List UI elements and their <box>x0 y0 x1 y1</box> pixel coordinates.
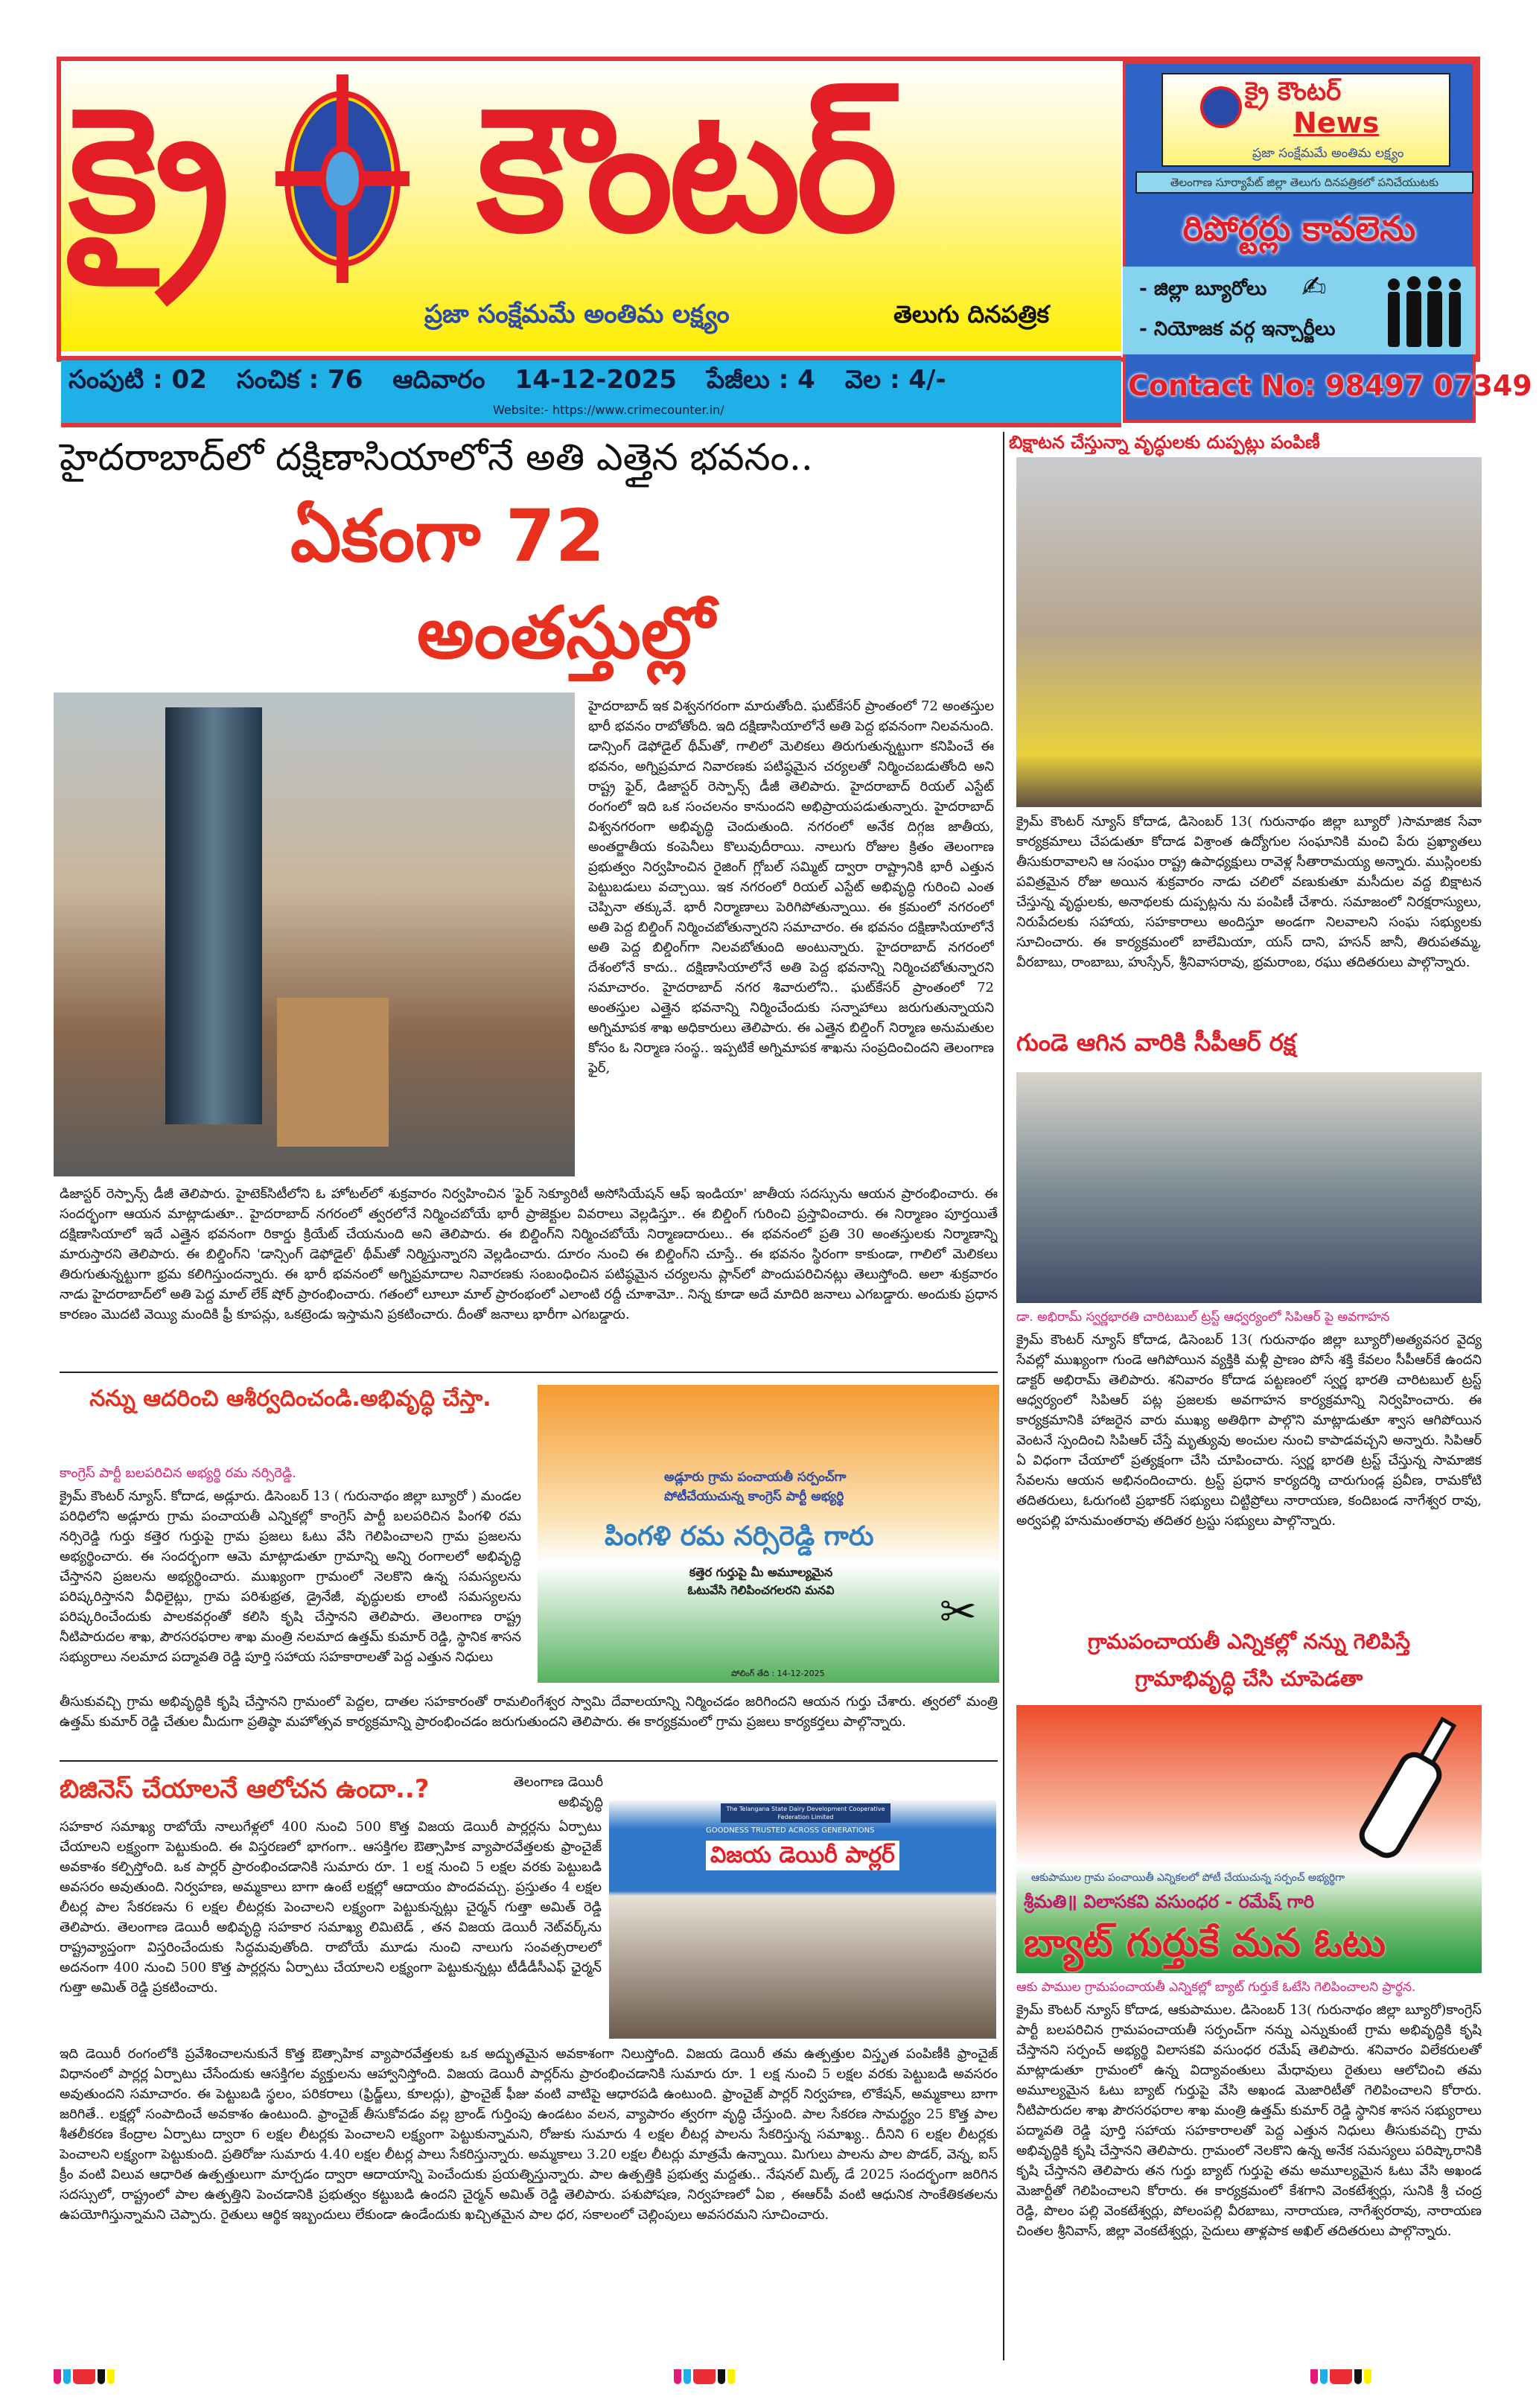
volume: సంపుటి : 02 <box>68 365 207 395</box>
pages: పేజీలు : 4 <box>707 365 815 395</box>
ad-roles <box>1123 267 1476 354</box>
website-link[interactable]: Website:- https://www.crimecounter.in/ <box>493 403 724 417</box>
vijaya-dairy-parlour-photo <box>609 1800 996 2039</box>
dairy-signboard: విజయ డెయిరీ పార్లర్ <box>706 1841 899 1870</box>
tagline: ప్రజా సంక్షేమమే అంతిమ లక్ష్యం <box>424 299 730 329</box>
logo-counter: కౌంటర్ <box>477 71 893 270</box>
beggar-headline: బిక్షాటన చేస్తున్నా వృద్ధులకు దుప్పట్లు పంపిణీ <box>1009 432 1320 453</box>
lead-title-line1: ఏకంగా 72 <box>290 494 605 578</box>
gp-headline-line2: గ్రామాభివృద్ధి చేసి చూపెడతా <box>1135 1666 1363 1691</box>
cmyk-marks-right <box>1310 2369 1371 2384</box>
cmyk-marks-center <box>674 2369 735 2384</box>
people-silhouette-icon <box>1383 275 1465 347</box>
gp-caption: ఆకు పాముల గ్రామపంచాయతీ ఎన్నికల్లో బ్యాట్ గుర్తుకే ఓటేసి గెలిపించాలని ప్రార్థన. <box>1016 1980 1416 1995</box>
ad-heading: రిపోర్టర్లు కావలెను <box>1182 208 1416 249</box>
lead-body-column: హైదరాబాద్ ఇక విశ్వనగరంగా మారుతోంది. ఘట్‌కేసర్ ప్రాంతంలో 72 అంతస్తుల భారీ భవనం రాబోతోంది. ఇది దక్షిణాసియాలోనే అతి పెద్ద భవనంగా నిలవనుంది. డాన్సింగ్ డెఫోడైల్ థీమ్‌తో, గాలిలో మెలికలు తిరుగుతున్నట్టుగా కనిపించే ఈ భవనం, అగ్నిప్రమాద నివారణకు పటిష్ఠమైన చర్యలతో నిర్మించబడుతోంది అని రాష్ట్ర ఫైర్, డిజాస్టర్ రెస్పాన్స్ డీజీ తెలిపారు. హైదరాబాద్ రియల్ ఎస్టేట్ రంగంలో ఇది ఒక సంచలనం కానుందని అభిప్రాయపడుతున్నారు. హైదరాబాద్ విశ్వనగరంగా అభివృద్ధి చెందుతుంది. నగరంలో అనేక దిగ్గజ జాతీయ, అంతర్జాతీయ కంపెనీలు కొలువుదీరాయి. నాలుగు రోజుల క్రితం తెలంగాణ ప్రభుత్వం నిర్వహించిన రైజింగ్ గ్లోబల్ సమ్మిట్ ద్వారా రాష్ట్రానికి భారీ ఎత్తున పెట్టుబడులు వచ్చాయి. ఇక నగరంలో రియల్ ఎస్టేట్ అభివృద్ధి గురించి ఎంత చెప్పినా తక్కువే. భారీ నిర్మాణాలు పెరిగిపోతున్నాయి. ఈ క్రమంలో నగరంలో అతి పెద్ద బిల్డింగ్ నిర్మించబోతున్నారని సమాచారం. ఈ భవనం దక్షిణాసియాలోనే అతి పెద్ద బిల్డింగ్‌గా నిలవబోతుంది అంటున్నారు. హైదరాబాద్ నగరంలో దేశంలోనే కాదు.. దక్షిణాసియాలోనే అతి పెద్ద భవనాన్ని నిర్మించబోతున్నారని సమాచారం. హైదరాబాద్ నగర శివారులోని.. ఘట్‌కేసర్ ప్రాంతంలో 72 అంతస్తుల ఎత్తైన భవనాన్ని నిర్మించేందుకు సన్నాహాలు జరుగుతున్నాయని అగ్నిమాపక శాఖ అధికారులు తెలిపారు. ఈ ఎత్తైన బిల్డింగ్ నిర్మాణ అనుమతుల కోసం ఓ నిర్మాణ సంస్థ.. ఇప్పటికే అగ్నిమాపక శాఖను సంప్రదించిందని తెలంగాణ ఫైర్, <box>588 698 994 1076</box>
bat-banner-name: శ్రీమతి॥ విలాసకవి వసుంధర - రమేష్ గారి <box>1024 1891 1314 1912</box>
police-officer-photo <box>1016 457 1482 807</box>
beggar-body: క్రైమ్ కౌంటర్ న్యూస్ కోదాడ, డిసెంబర్ 13( గురునాథం జిల్లా బ్యూరో )సామాజిక సేవా కార్యక్రమాలు చేపడుతూ కోదాడ విశ్రాంత ఉద్యోగుల సంఘానికి మంచి పేరు ప్రఖ్యాతలు తీసుకురావాలని ఆ సంఘం రాష్ట్ర ఉపాధ్యక్షులు రావెళ్ల సీతారామయ్య అన్నారు. ముస్లింలకు పవిత్రమైన రోజు అయిన శుక్రవారం నాడు చలిలో వణుకుతూ మసీదుల వద్ద బిక్షాటన చేస్తున్న వృద్ధులకు, అనాథలకు దుప్పట్లను ను పంపిణీ చేశారు. సమాజంలో నిరక్షరాస్యులు, నిరుపేదలకు సహాయ, సహకారాలు అందిస్తూ అండగా నిలవాలని సంఘ సభ్యులకు సూచించారు. ఈ కార్యక్రమంలో బాలేమియా, యస్ దాని, హసన్ జానీ, తిరుపతమ్మ, వీరబాబు, రాంబాబు, హుస్సేన్, శ్రీనివాసరావు, భ్రమరాంబ, రఘు తదితరులు పాల్గొన్నారు. <box>1016 814 1482 970</box>
ad-logo-title: క్రై కౌంటర్ <box>1245 77 1342 106</box>
congress-subhead: కాంగ్రెస్ పార్టీ బలపరిచిన అభ్యర్థి రమ నర్సిరెడ్డి. <box>60 1465 296 1481</box>
cpr-caption: డా. అభిరామ్ స్వర్ణభారతి చారిటబుల్ ట్రస్ట్ ఆధ్వర్యంలో సిపిఆర్ పై అవగాహన <box>1016 1310 1390 1325</box>
bat-symbol-banner <box>1016 1705 1482 1973</box>
section-divider <box>60 1372 998 1373</box>
column-divider <box>1003 432 1004 2360</box>
dairy-body: సహకార సమాఖ్య రాబోయే నాలుగేళ్లలో 400 నుంచి 500 కొత్త విజయ డెయిరీ పార్లర్లను ఏర్పాటు చేయాలని లక్ష్యంగా పెట్టుకుంది. ఈ విస్తరణలో భాగంగా.. ఆసక్తిగల ఔత్సాహిక వ్యాపారవేత్తలకు ఫ్రాంచైజ్ అవకాశం కల్పిస్తోంది. ఒక పార్లర్ ప్రారంభించడానికి సుమారు రూ. 1 లక్ష నుంచి 5 లక్షల వరకు పెట్టుబడి అవసరం అవుతుంది. నిర్వహణ, అమ్మకాలు బాగా ఉంటే లక్షల్లో ఆదాయం పొందవచ్చు. ప్రస్తుతం 4 లక్షల లీటర్ల పాల సేకరణను 6 లక్షల లీటర్లకు పెంచాలని లక్ష్యంగా పెట్టుకున్నట్లు చైర్మన్ గుత్తా అమిత్ రెడ్డి తెలిపారు. తెలంగాణ డెయిరీ అభివృద్ధి సహకార సమాఖ్య లిమిటెడ్ , తన విజయ డెయిరీ నెట్‌వర్క్‌ను రాష్ట్రవ్యాప్తంగా విస్తరించేందుకు సిద్ధమవుతోంది. రాబోయే మూడు నుంచి నాలుగు సంవత్సరాలలో అదనంగా 400 నుంచి 500 కొత్త పార్లర్లను ఏర్పాటు చేయాలని లక్ష్యంగా పెట్టుకున్నట్లు టీడీడీసీఎఫ్ ఛైర్మన్ గుత్తా అమిత్ రెడ్డి ప్రకటించారు. <box>60 1819 602 1995</box>
pen-hand-icon: ✍ <box>1301 270 1327 305</box>
banner-polling-date: పోలింగ్ తేది : 14-12-2025 <box>731 1669 825 1678</box>
banner-line1: అడ్లూరు గ్రామ పంచాయతీ సర్పంచ్‌గా <box>664 1470 847 1485</box>
gp-headline <box>1016 1623 1482 1698</box>
lead-title-line2: అంతస్తుల్లో <box>417 591 715 675</box>
scissors-icon: ✂ <box>939 1586 977 1638</box>
dairy-tagline: GOODNESS TRUSTED ACROSS GENERATIONS <box>706 1826 875 1835</box>
cmyk-marks-left <box>54 2369 115 2384</box>
section-divider <box>60 1760 998 1762</box>
ad-logo-news: News <box>1293 106 1380 139</box>
lead-body-wide: డిజాస్టర్ రెస్పాన్స్ డీజీ తెలిపారు. హైటెక్‌సిటీలోని ఓ హోటల్‌లో శుక్రవారం నిర్వహించిన 'ఫైర్ సెక్యూరిటీ అసోసియేషన్ ఆఫ్ ఇండియా' జాతీయ సదస్సును ఆయన ప్రారంభించారు. ఈ సందర్భంగా ఆయన మాట్లాడుతూ.. హైదరాబాద్ నగరంలో త్వరలోనే నిర్మించబోయే భారీ ప్రాజెక్టుల వివరాలు వెల్లడిస్తూ.. ఈ బిల్డింగ్ గురించి ప్రస్తావించారు. ఈ నిర్మాణం పూర్తయితే దక్షిణాసియాలో ఇదే ఎత్తైన భవనంగా రికార్డు క్రియేట్ చేయనుంది అని తెలిపారు. ఈ బిల్డింగ్‌ని నిర్మించబోయే నిర్మాణదారులు.. ఈ భవనంలో ప్రతి 30 అంతస్తులకు నిర్మాణాన్ని మారుస్తారని తెలిపారు. ఈ బిల్డింగ్‌ని 'డాన్సింగ్ డెఫోడైల్' థీమ్‌తో నిర్మిస్తున్నారని వెల్లడించారు. దూరం నుంచి ఈ బిల్డింగ్‌ని చూస్తే.. ఈ భవనం స్థిరంగా కాకుండా, గాలిలో మెలికలు తిరుగుతున్నట్టుగా భ్రమ కలిగిస్తుందన్నారు. ఈ భారీ భవనంలో అగ్నిప్రమాదాల నివారణకు సంబంధించిన పటిష్ఠమైన చర్యలను ప్లాన్‌లో పొందుపరిచినట్లు తెలుస్తోంది. అలా శుక్రవారం నాడు హైదరాబాద్‌లో అతి పెద్ద మాల్ లేక్ షోర్ ప్రారంభించారు. గతంలో లూలూ మాల్ ప్రారంభంలో ఎలాంటి రద్దీ చూశామో.. నిన్న కూడా అదే మాదిరి జనాలు ఎగబడ్డారు. అందుకు ప్రధాన కారణం మొదటి వెయ్యి మందికి ఫ్రీ కూపన్లు, ఒకట్రెండు ఇస్తామని ప్రకటించారు. దీంతో జనాలు భారీగా ఎగబడ్డారు. <box>60 1186 998 1322</box>
ad-logo <box>1162 73 1450 167</box>
ad-logo-tagline: ప్రజా సంక్షేమమే అంతిమ లక్ష్యం <box>1252 146 1404 161</box>
banner-line2: పోటీచేయుచున్న కాంగ్రెస్ పార్టీ అభ్యర్థి <box>664 1489 844 1504</box>
hyderabad-skyline-photo <box>54 692 575 1176</box>
price: వెల : 4/- <box>844 365 946 395</box>
cpr-headline: గుండె ఆగిన వారికి సీపీఆర్ రక్ష <box>1016 1028 1296 1057</box>
day: ఆదివారం <box>392 365 485 395</box>
ad-strip: తెలంగాణ సూర్యాపేట్ జిల్లా తెలుగు దినపత్రికలో పనిచేయుటకు <box>1135 171 1473 194</box>
cricket-bat-icon <box>1355 1713 1467 1861</box>
issue-info-bar <box>61 356 1121 427</box>
lead-kicker: హైదరాబాద్‌లో దక్షిణాసియాలోనే అతి ఎత్తైన భవనం.. <box>60 436 813 479</box>
crosshair-logo-icon <box>275 74 410 283</box>
daily-label: తెలుగు దినపత్రిక <box>893 300 1050 328</box>
banner-symbol-appeal: కత్తెర గుర్తుపై మీ అమూల్యమైన ఓటువేసి గెలిపించగలరని మనవి <box>687 1565 835 1597</box>
dairy-kicker: తెలంగాణ డెయిరీ అభివృద్ధి <box>513 1774 603 1810</box>
date: 14-12-2025 <box>514 365 678 395</box>
gp-headline-line1: గ్రామపంచాయతీ ఎన్నికల్లో నన్ను గెలిపిస్తే <box>1087 1629 1411 1654</box>
dairy-headline: బిజినెస్ చేయాలనే ఆలోచన ఉందా..? <box>60 1774 430 1804</box>
role-district-bureau: - జిల్లా బ్యూరోలు <box>1139 278 1267 300</box>
skyscraper-shape <box>165 707 262 1124</box>
federation-label: The Telangana State Dairy Development Cooperative Federation Limited <box>721 1803 890 1823</box>
issue-number: సంచిక : 76 <box>236 365 363 395</box>
congress-body-wide: తీసుకువచ్చి గ్రామ అభివృద్ధికి కృషి చేస్తానని గ్రామంలో పెద్దల, దాతల సహకారంతో రామలింగేశ్వర స్వామి దేవాలయాన్ని నిర్మించడం జరిగిందని ఆయన గుర్తు చేశారు. త్వరలో మంత్రి ఉత్తమ్ కుమార్ రెడ్డి చేతుల మీదుగా ప్రతిష్ఠా మహోత్సవ కార్యక్రమాన్ని ప్రారంభించడం జరుగుతుందని తెలిపారు. ఈ కార్యక్రమంలో గ్రామ ప్రజలు కార్యకర్తలు పాల్గొన్నారు. <box>60 1694 998 1730</box>
logo-crime: క్రై <box>68 71 230 270</box>
congress-campaign-banner <box>538 1385 999 1683</box>
dairy-body-wide: ఇది డెయిరీ రంగంలోకి ప్రవేశించాలనుకునే కొత్త ఔత్సాహిక వ్యాపారవేత్తలకు ఒక అద్భుతమైన అవకాశంగా నిలుస్తోంది. విజయ డెయిరీ తమ ఉత్పత్తుల విస్తృత పంపిణీకి ఫ్రాంచైజ్ విధానంలో పార్లర్ల ఏర్పాటు చేసేందుకు ఆసక్తిగల వ్యక్తులను ఆహ్వానిస్తోంది. విజయ డెయిరీ పార్లర్‌ను ప్రారంభించడానికి సుమారు రూ. 1 లక్ష నుంచి 5 లక్షల వరకు పెట్టుబడి అవసరం అవుతుందని సమాచారం. ఈ పెట్టుబడి స్థలం, పరికరాలు (ఫ్రిడ్జ్‌లు, కూలర్లు), ఫ్రాంచైజ్ ఫీజు వంటి వాటిపై ఆధారపడి ఉంటుంది. ఫ్రాంచైజ్ పార్లర్ నిర్వహణ, లొకేషన్, అమ్మకాలు బాగా జరిగితే.. లక్షల్లో సంపాదించే అవకాశం ఉంటుంది. ఫ్రాంచైజ్ తీసుకోవడం వల్ల బ్రాండ్ గుర్తింపు ఉండటం వలన, వ్యాపారం త్వరగా వృద్ధి చేస్తుంది. పాల సేకరణ సామర్థ్యం 25 కొత్త పాల శీతలీకరణ కేంద్రాల ఏర్పాటు ద్వారా 6 లక్షల లీటర్లకు పెంచాలని లక్ష్యంగా పెట్టుకున్నామని, రోజుకు సుమారు 4 లక్షల లీటర్ల పాలను సేకరిస్తున్న సమాఖ్య.. దీనిని 6 లక్షల లీటర్లకు పెంచాలని లక్ష్యంగా పెట్టుకుంది. ప్రతిరోజు సుమారు 4.40 లక్షల లీటర్ల పాలు సేకరిస్తున్నారు. అమ్మకాలు 3.20 లక్షల లీటర్లు మాత్రమే ఉన్నాయి. మిగులు పాలను పాల పొడర్, వెన్న, ఐస్ క్రీం వంటి విలువ ఆధారిత ఉత్పత్తులుగా మార్చడం ద్వారా ఆదాయాన్ని పెంచేందుకు ప్రయత్నిస్తున్నారు. పాల ఉత్పత్తికి ప్రభుత్వ మద్దతు.. నేషనల్ మిల్క్ డే 2025 సందర్భంగా జరిగిన సదస్సులో, రాష్ట్రంలో పాల ఉత్పత్తిని పెంచడానికి ప్రభుత్వం కట్టుబడి ఉందని చైర్మన్ అమిత్ రెడ్డి తెలిపారు. పశుపోషణ, నిర్వహణలో ఏఐ , ఈఆర్‌పీ వంటి ఆధునిక సాంకేతికతలను ఉపయోగిస్తున్నామని చెప్పారు. రైతులు ఆర్థిక ఇబ్బందులు లేకుండా ఉండేందుకు ఖచ్చితమైన పాల ధర, సకాలంలో చెల్లింపులు అవసరమని సూచించారు. <box>60 2046 998 2223</box>
gp-body: క్రైమ్ కౌంటర్ న్యూస్ కోదాడ, ఆకుపాముల. డిసెంబర్ 13( గురునాథం జిల్లా బ్యూరో)కాంగ్రెస్ పార్టీ బలపరిచిన గ్రామపంచాయతీ సర్పంచ్‌గా నన్ను ఎన్నుకుంటే గ్రామ అభివృద్ధికి కృషి చేస్తానని సర్పంచ్ అభ్యర్థి విలాసకవి వసుంధర రమేష్ తెలిపారు. శనివారం విలేకరులతో మాట్లాడుతూ గ్రామంలో ఉన్న విద్యావంతులు మేధావులు రైతులు ఆలోచించి తమ అమూల్యమైన ఓటు బ్యాట్ గుర్తుపై వేసి అఖండ మెజారిటీతో గెలిపించాలని కోరారు. నీటిపారుదల శాఖ పౌరసరఫరాల శాఖ మంత్రి ఉత్తమ్ కుమార్ రెడ్డి స్థానిక శాసన సభ్యురాలు పద్మావతి రెడ్డి పూర్తి సహాయ సహకారాలతో పెద్ద ఎత్తున నిధులు తీసుకువచ్చి గ్రామ అభివృద్ధికి కృషి చేస్తానని తెలిపారు. గ్రామంలో నెలకొని ఉన్న అనేక సమస్యలు పరిష్కారానికి కృషి చేస్తానని తెలిపారు తన గుర్తు బ్యాట్ గుర్తుపై తమ అమూల్యమైన ఓటు వేసి అఖండ మెజార్టీతో గెలిపించాలని కోరారు. ఈ కార్యక్రమంలో కేశగాని వెంకటేశ్వర్లు, సునికి శ్రీ చంద్ర రెడ్డి, పొలం పల్లి వెంకటేశ్వర్లు, పోలంపల్లి వీరబాబు, నారాయణ, నాగేశ్వరరావు, నారాయణ చింతల శ్రీనివాస్, జిల్లా వెంకటేశ్వర్లు, సైదులు తాళ్లపాక అఖిల్ తదితరులు పాల్గొన్నారు. <box>1016 2002 1482 2239</box>
crosshair-icon <box>1200 86 1242 128</box>
bat-banner-slogan: బ్యాట్ గుర్తుకే మన ఓటు <box>1024 1921 1386 1966</box>
cpr-event-photo <box>1016 1072 1482 1303</box>
cpr-body: క్రైమ్ కౌంటర్ న్యూస్ కోదాడ, డిసెంబర్ 13( గురునాథం జిల్లా బ్యూరో)అత్యవసర వైద్య సేవల్లో ముఖ్యంగా గుండె ఆగిపోయిన వ్యక్తికి మళ్లీ ప్రాణం పోసే శక్తి కేవలం సీపీఆర్‌కే ఉందని డాక్టర్ అభిరామ్ తెలిపారు. శనివారం కోదాడ పట్టణంలో స్వర్ణ భారతి చారిటబుల్ ట్రస్ట్ ఆధ్వర్యంలో సిపిఆర్ పట్ల ప్రజలకు అవగాహన కార్యక్రమాన్ని నిర్వహించారు. ఈ కార్యక్రమానికి హాజరైన వారు ముఖ్య అతిథిగా పాల్గొని మాట్లాడుతూ శ్వాస ఆగిపోయిన వెంటనే స్పందించి సిపిఆర్ చేస్తే మృత్యువు అంచుల నుంచి కాపాడవచ్చని అన్నారు. సిపిఆర్ ఏ విధంగా చేయాలో ప్రత్యక్షంగా చేసి చూపించారు. స్వర్ణ భారతి ట్రస్ట్ చేస్తున్న సామాజిక సేవలను ఆయన అభినందించారు. ట్రస్ట్ ప్రధాన కార్యదర్శి చారుగుండ్ల ప్రవీణ, రామకోటి తదితరులు, ఓరుగంటి ప్రభాకర్ సభ్యులు చిట్టిప్రోలు నారాయణ, కందిబండ నాగేశ్వర రావు, అర్వపల్లి హనుమంతరావు తదితర ట్రస్టు సభ్యులు పాల్గొన్నారు. <box>1016 1332 1482 1529</box>
charminar-shape <box>277 998 389 1147</box>
ad-contact: Contact No: 98497 07349 <box>1128 369 1532 402</box>
congress-headline: నన్ను ఆదరించి ఆశీర్వదించండి.అభివృద్ధి చేస్తా. <box>89 1386 491 1412</box>
banner-candidate-name: పింగళి రమ నర్సిరెడ్డి గారు <box>605 1521 874 1552</box>
congress-body: క్రైమ్ కౌంటర్ న్యూస్. కోదాడ, అడ్లూరు. డిసెంబర్ 13 ( గురునాథం జిల్లా బ్యూరో ) మండల పరిధిలోని అడ్లూరు గ్రామ పంచాయతీ ఎన్నికల్లో కాంగ్రెస్ పార్టీ బలపరిచిన పింగళి రమ నర్సిరెడ్డి గుర్తు కత్తెర గుర్తుపై గ్రామ ప్రజలు ఓటు వేసి గెలిపించాలని గ్రామ ప్రజలను అభ్యర్థించారు. ఈ సందర్భంగా ఆమె మాట్లాడుతూ గ్రామాన్ని అన్ని రంగాలలో అభివృద్ధి చేస్తానని ప్రజలను అభ్యర్థించారు. ముఖ్యంగా గ్రామంలో నెలకొని ఉన్న సమస్యలను పరిష్కరిస్తానని వీధిలైట్లు, గ్రామ పరిశుభ్రత, డ్రైనేజీ, వృద్ధులకు లాంటి సమస్యలను పరిష్కరించేందుకు పాలకవర్గంతో కలిసి కృషి చేస్తానని తెలిపారు. తెలంగాణ రాష్ట్ర నీటిపారుదల శాఖ, పౌరసరఫరాల శాఖ మంత్రి నలమాద ఉత్తమ్ కుమార్ రెడ్డి, స్థానిక శాసన సభ్యురాలు నలమాద పద్మావతి రెడ్డి పూర్తి సహాయ సహకారాలతో పెద్ద ఎత్తున నిధులు <box>60 1488 521 1665</box>
bat-banner-subline: ఆకుపాముల గ్రామ పంచాయితీ ఎన్నికలలో పోటీ చేయుచున్న సర్పంచ్ అభ్యర్థిగా <box>1031 1872 1345 1884</box>
role-constituency-incharge: - నియోజక వర్గ ఇన్చార్జీలు <box>1139 318 1336 340</box>
